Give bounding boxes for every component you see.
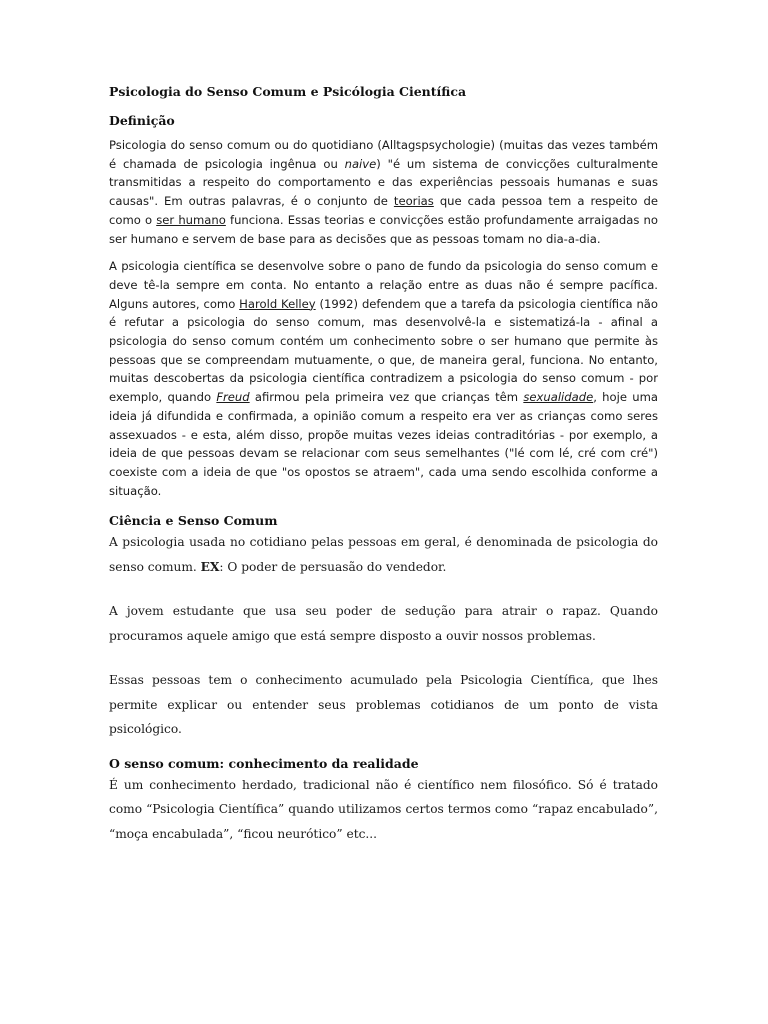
text-run: A psicologia usada no cotidiano pelas pessoas em geral, é denominada de psicologia do senso comum.: [109, 535, 658, 574]
heading-senso-comum-realidade: O senso comum: conhecimento da realidade: [109, 755, 419, 771]
naive-term: naive: [344, 156, 377, 171]
paragraph-ciencia-2: A jovem estudante que usa seu poder de sedução para atrair o rapaz. Quando procuramos aquele amigo que está sempre disposto a ouvir nossos problemas.: [109, 604, 658, 643]
paragraph-senso-1: É um conhecimento herdado, tradicional não é científico nem filosófico. Só é tratado como “Psicologia Científica” quando utilizamos certos termos como “rapaz encabulado”, “moça encabulada”, “ficou neurótico” etc...: [109, 777, 658, 841]
text-run: : O poder de persuasão do vendedor.: [219, 559, 447, 574]
heading-definicao: Definição: [109, 113, 175, 128]
text-run: A psicologia científica se desenvolve sobre o pano de fundo da psicologia do senso comum e deve tê-la sempre em conta. No entanto a relação entre as duas não é sempre pacífica. Alguns autores, como: [109, 259, 658, 311]
text-run: que cada pessoa tem a respeito de como o: [109, 194, 658, 227]
link-harold-kelley[interactable]: Harold Kelley: [239, 296, 316, 311]
paragraph-ciencia-3: Essas pessoas tem o conhecimento acumulado pela Psicologia Científica, que lhes permite explicar ou entender seus problemas cotidianos de um ponto de vista psicológico.: [109, 673, 658, 737]
text-run: (1992) defendem que a tarefa da psicologia científica não é refutar a psicologia do senso comum, mas desenvolvê-la e sistematizá-la - afinal a psicologia do senso comum contém um conhecimento sobre o ser humano que permite às pessoas que se compreendam mutuamente, o que, de maneira geral, funciona. No entanto, muitas descobertas da psicologia científica contradizem a psicologia do senso comum - por exemplo, quando: [109, 296, 658, 405]
paragraph-definicao-2: [109, 257, 658, 500]
heading-ciencia-senso-comum: Ciência e Senso Comum: [109, 513, 278, 529]
text-run: ) "é um sistema de convicções culturalmente transmitidas a respeito do comportamento e das experiências pessoais humanas e suas causas". Em outras palavras, é o conjunto de: [109, 156, 658, 209]
text-run: , hoje uma ideia já difundida e confirmada, a opinião comum a respeito era ver as crianças como seres assexuados - e esta, além disso, propõe muitas vezes ideias contraditórias - por exemplo, a ideia de que pessoas devam se relacionar com seus semelhantes ("lé com lé, cré com cré") coexiste com a ideia de que "os opostos se atraem", cada uma sendo escolhida conforme a situação.: [109, 390, 658, 498]
link-ser-humano[interactable]: ser humano: [156, 212, 226, 227]
link-sexualidade[interactable]: sexualidade: [523, 390, 594, 405]
text-run: Psicologia do senso comum ou do quotidiano (Alltagspsychologie) (muitas das vezes também é chamada de psicologia ingênua ou: [109, 138, 658, 171]
link-teorias[interactable]: teorias: [393, 194, 434, 209]
document-body: [109, 84, 658, 846]
text-run: afirmou pela primeira vez que crianças têm: [249, 390, 524, 405]
text-run: funciona. Essas teorias e convicções estão profundamente arraigadas no ser humano e servem de base para as decisões que as pessoas tomam no dia-a-dia.: [109, 212, 658, 246]
ex-label: EX: [200, 559, 220, 574]
document-title: Psicologia do Senso Comum e Psicólogia Científica: [109, 84, 467, 99]
link-freud[interactable]: Freud: [216, 390, 250, 405]
paragraph-definicao-1: [109, 136, 658, 248]
paragraph-ciencia-1: [109, 530, 658, 579]
